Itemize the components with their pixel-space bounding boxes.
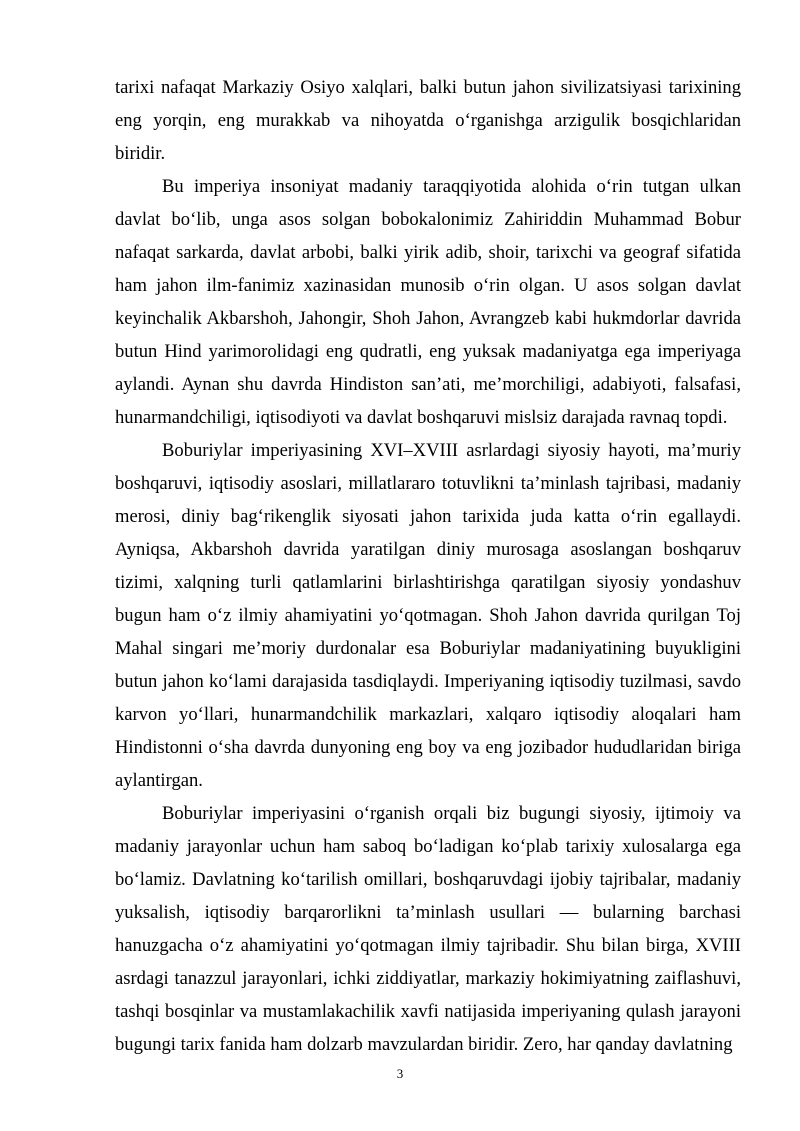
paragraph-empire-lessons: Boburiylar imperiyasini o‘rganish orqali biz bugungi siyosiy, ijtimoiy va madaniy jarayonlar uchun ham saboq bo‘ladigan ko‘plab tarixiy xulosalarga ega bo‘lamiz. Davlatning ko‘tarilish omillari, boshqaruvdagi ijobiy tajribalar, madaniy yuksalish, iqtisodiy barqarorlikni ta’minlash usullari — bularning barchasi hanuzgacha o‘z ahamiyatini yo‘qotmagan ilmiy tajribadir. Shu bilan birga, XVIII asrdagi tanazzul jarayonlari, ichki ziddiyatlar, markaziy hokimiyatning zaiflashuvi, tashqi bosqinlar va mustamlakachilik xavfi natijasida imperiyaning qulash jarayoni bugungi tarix fanida ham dolzarb mavzulardan biridir. Zero, har qanday davlatning [115, 803, 741, 1055]
paragraph-empire-governance: Boburiylar imperiyasining XVI–XVIII asrlardagi siyosiy hayoti, ma’muriy boshqaruvi, iqtisodiy asoslari, millatlararo totuvlikni ta’minlash tajribasi, madaniy merosi, diniy bag‘rikenglik siyosati jahon tarixida juda katta o‘rin egallaydi. Ayniqsa, Akbarshoh davrida yaratilgan diniy murosaga asoslangan boshqaruv tizimi, xalqning turli qatlamlarini birlashtirishga qaratilgan siyosiy yondashuv bugun ham o‘z ilmiy ahamiyatini yo‘qotmagan. Shoh Jahon davrida qurilgan Toj Mahal singari me’moriy durdonalar esa Boburiylar madaniyatining buyukligini butun jahon ko‘lami darajasida tasdiqlaydi. Imperiyaning iqtisodiy tuzilmasi, savdo karvon yo‘llari, hunarmandchilik markazlari, xalqaro iqtisodiy aloqalari ham Hindistonni o‘sha davrda dunyoning eng boy va eng jozibador hududlaridan biriga aylantirgan. [115, 440, 741, 791]
document-body [115, 71, 741, 1061]
page-number: 3 [396, 1066, 404, 1081]
paragraph-empire-overview: Bu imperiya insoniyat madaniy taraqqiyotida alohida o‘rin tutgan ulkan davlat bo‘lib, unga asos solgan bobokalonimiz Zahiriddin Muhammad Bobur nafaqat sarkarda, davlat arbobi, balki yirik adib, shoir, tarixchi va geograf sifatida ham jahon ilm-fanimiz xazinasidan munosib o‘rin olgan. U asos solgan davlat keyinchalik Akbarshoh, Jahongir, Shoh Jahon, Avrangzeb kabi hukmdorlar davrida butun Hind yarimorolidagi eng qudratli, eng yuksak madaniyatga ega imperiyaga aylandi. Aynan shu davrda Hindiston san’ati, me’morchiligi, adabiyoti, falsafasi, hunarmandchiligi, iqtisodiyoti va davlat boshqaruvi mislsiz darajada ravnaq topdi. [115, 176, 741, 428]
paragraph-continuation: tarixi nafaqat Markaziy Osiyo xalqlari, balki butun jahon sivilizatsiyasi tarixining eng yorqin, eng murakkab va nihoyatda o‘rganishga arzigulik bosqichlaridan biridir. [115, 77, 741, 164]
